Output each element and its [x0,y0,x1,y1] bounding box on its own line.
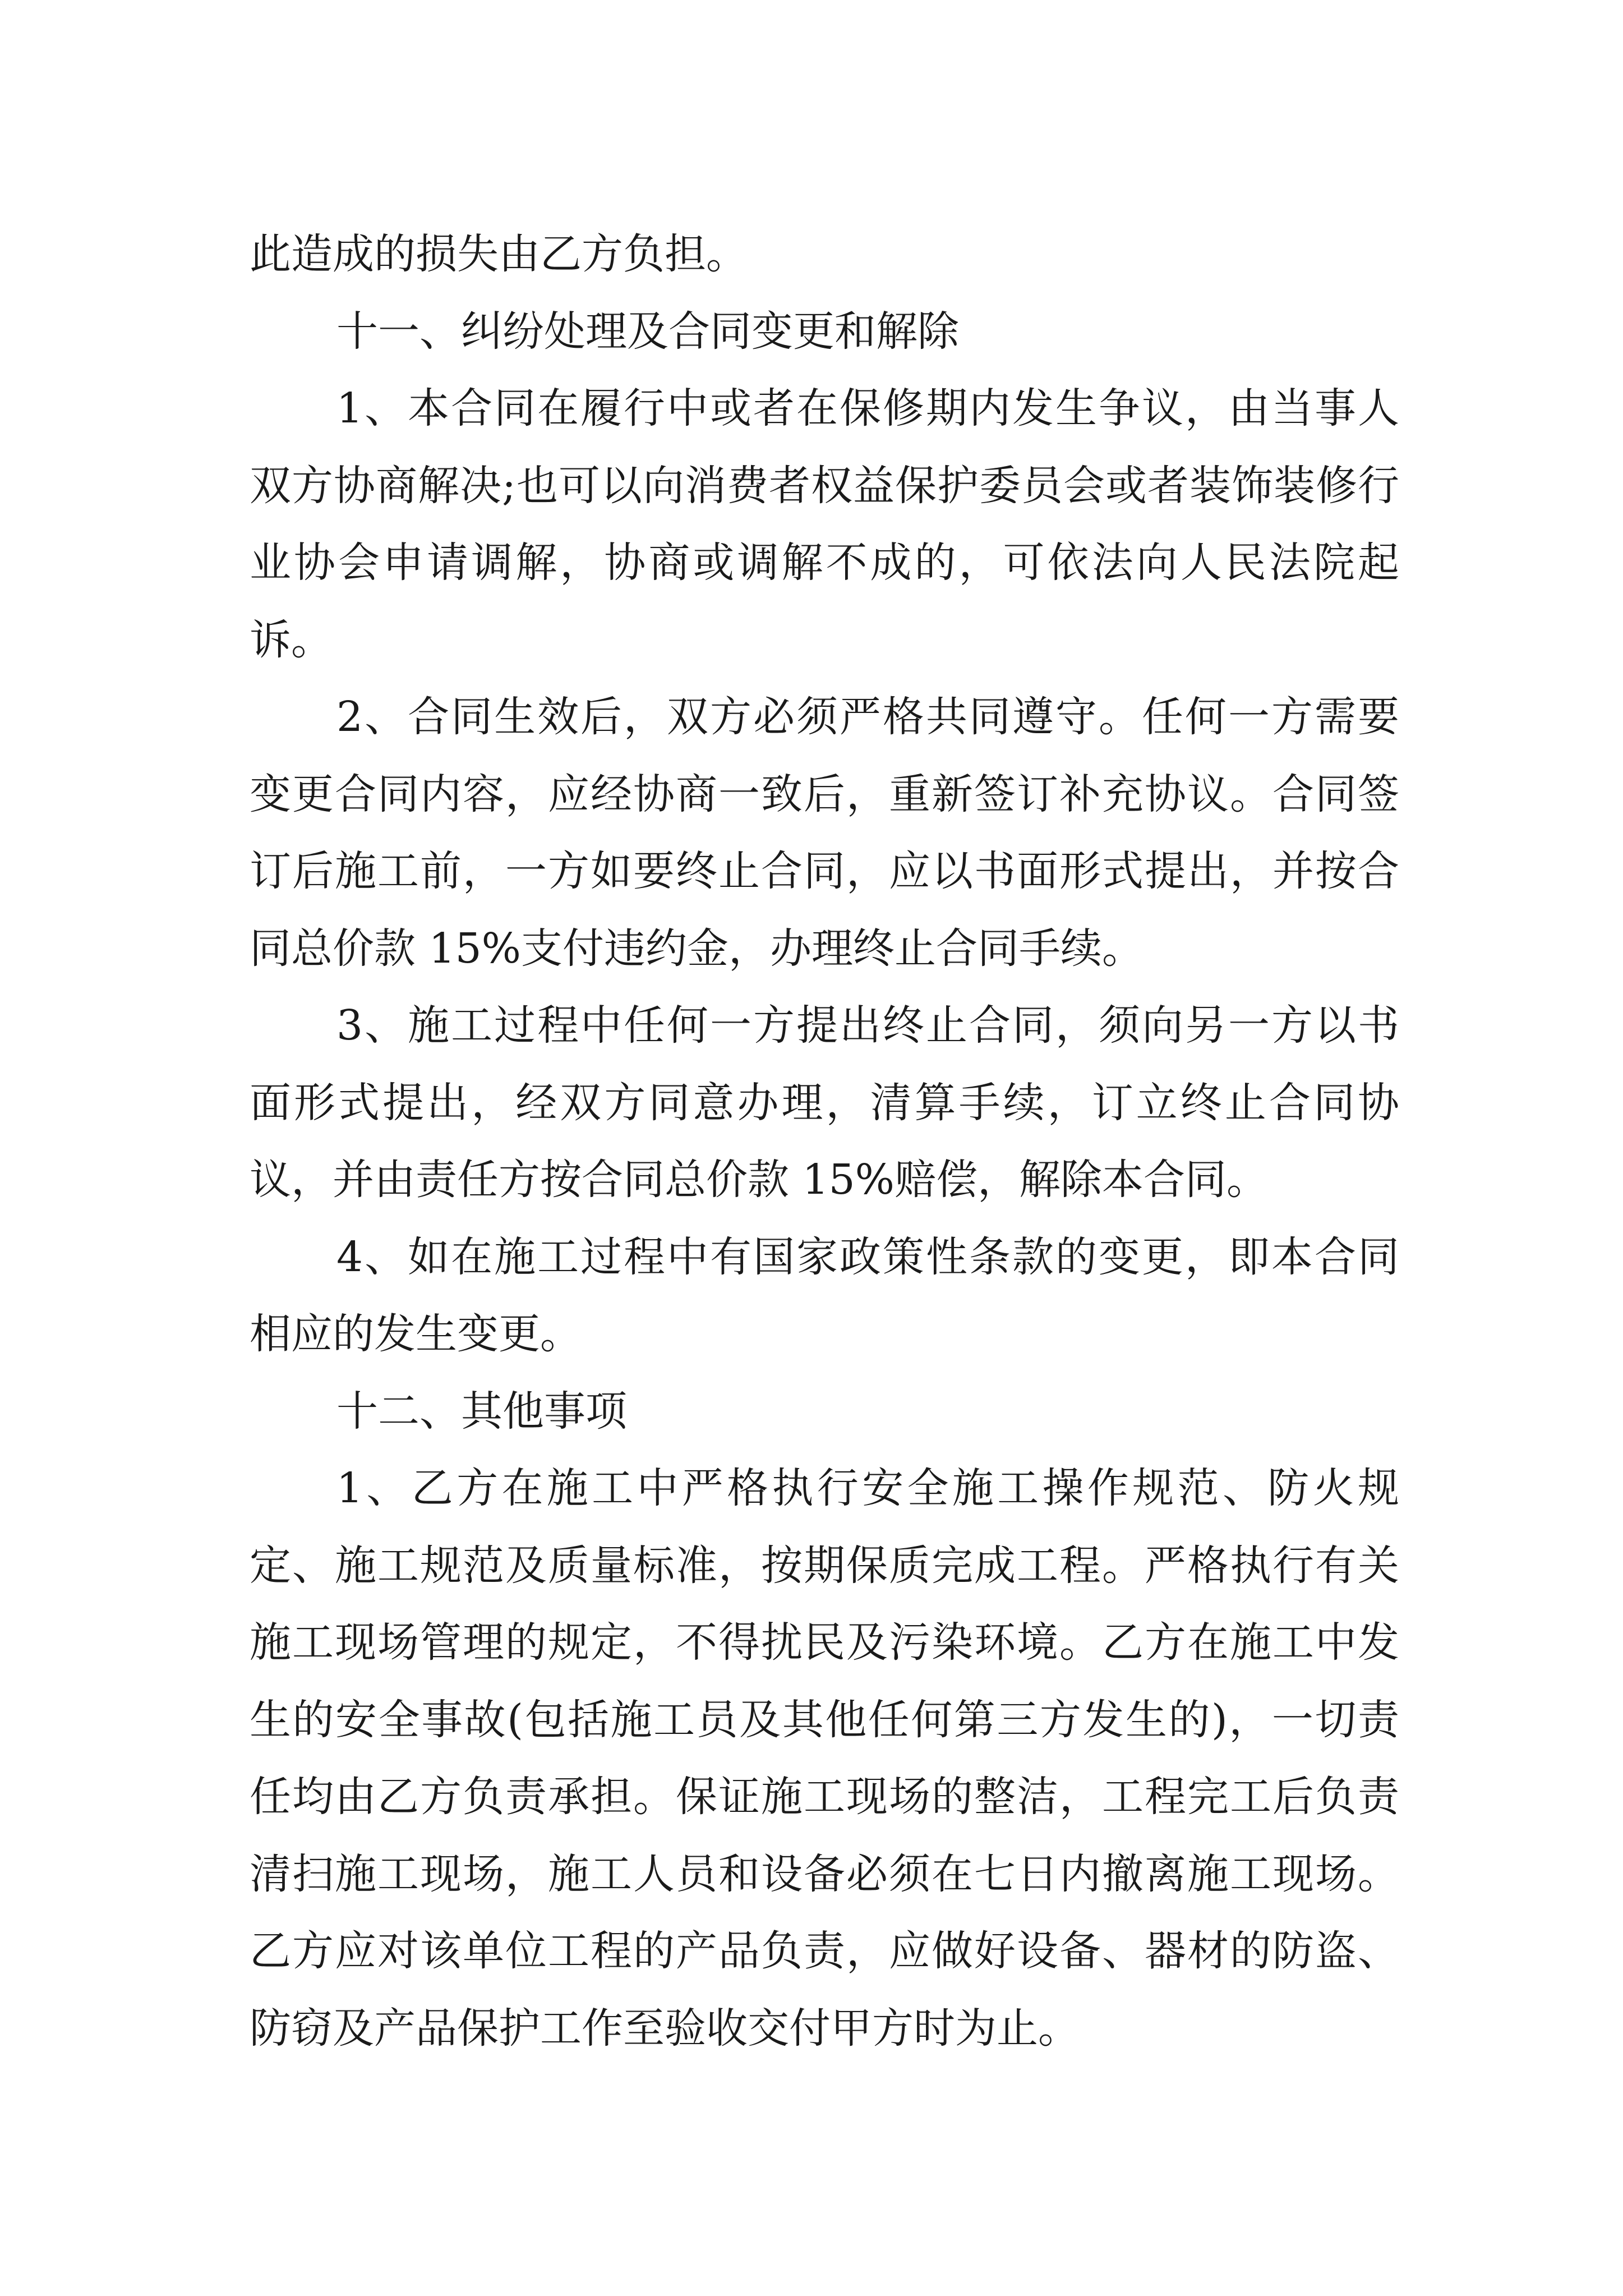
clause-11-3: 3、施工过程中任何一方提出终止合同，须向另一方以书面形式提出，经双方同意办理，清算手续，订立终止合同协议，并由责任方按合同总价款 15%赔偿，解除本合同。 [250,1001,1399,1204]
section-heading-11: 十一、纠纷处理及合同变更和解除 [336,307,959,356]
clause-11-2: 2、合同生效后，双方必须严格共同遵守。任何一方需要变更合同内容，应经协商一致后，重新签订补充协议。合同签订后施工前，一方如要终止合同，应以书面形式提出，并按合同总价款 15%支付违约金，办理终止合同手续。 [250,693,1399,973]
clause-12-1: 1、乙方在施工中严格执行安全施工操作规范、防火规定、施工规范及质量标准，按期保质完成工程。严格执行有关施工现场管理的规定，不得扰民及污染环境。乙方在施工中发生的安全事故(包括施工员及其他任何第三方发生的)，一切责任均由乙方负责承担。保证施工现场的整洁，工程完工后负责清扫施工现场，施工人员和设备必须在七日内撤离施工现场。乙方应对该单位工程的产品负责，应做好设备、器材的防盗、防窃及产品保护工作至验收交付甲方时为止。 [250,1464,1399,2053]
document-body [250,216,1399,2067]
clause-11-4: 4、如在施工过程中有国家政策性条款的变更，即本合同相应的发生变更。 [250,1232,1399,1358]
section-heading-12: 十二、其他事项 [336,1387,627,1435]
clause-11-1: 1、本合同在履行中或者在保修期内发生争议，由当事人双方协商解决;也可以向消费者权益保护委员会或者装饰装修行业协会申请调解，协商或调解不成的，可依法向人民法院起诉。 [250,384,1399,664]
paragraph-continuation: 此造成的损失由乙方负担。 [250,230,748,278]
